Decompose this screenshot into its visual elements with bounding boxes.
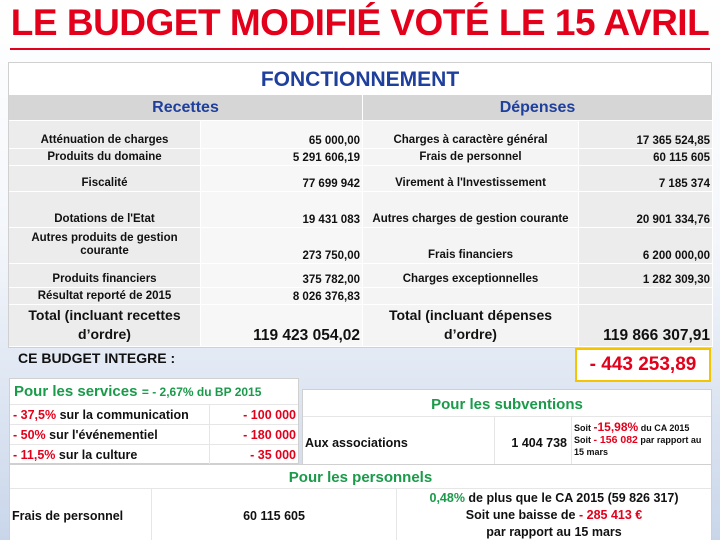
- subventions-label: Aux associations: [303, 417, 495, 468]
- recette-value: 77 699 942: [201, 166, 363, 192]
- services-row-pct: - 11,5%: [13, 448, 56, 462]
- recettes-header: Recettes: [9, 95, 363, 121]
- services-title-text: Pour les services: [14, 383, 138, 400]
- services-row-amount: - 180 000: [243, 428, 296, 442]
- services-title: [10, 379, 298, 404]
- services-row: [10, 444, 298, 464]
- total-depenses-label: Total (incluant dépenses d’ordre): [363, 305, 579, 347]
- subventions-note-pct: -15,98%: [593, 420, 639, 434]
- depense-value: 20 901 334,76: [579, 192, 713, 228]
- depense-label: [363, 288, 579, 305]
- services-row: [10, 404, 298, 424]
- recette-label: Résultat reporté de 2015: [9, 288, 201, 305]
- personnels-note-prefix: Soit une baisse de: [465, 508, 579, 522]
- depenses-header: Dépenses: [363, 95, 713, 121]
- services-row-label: sur l'événementiel: [45, 428, 158, 442]
- depense-label: Virement à l'Investissement: [363, 166, 579, 192]
- recette-label: Autres produits de gestion courante: [9, 228, 201, 264]
- subventions-note-amount: - 156 082: [593, 434, 638, 446]
- subventions-title: Pour les subventions: [431, 396, 583, 413]
- personnels-title: Pour les personnels: [288, 469, 433, 486]
- recette-value: 65 000,00: [201, 121, 363, 149]
- recette-label: Fiscalité: [9, 166, 201, 192]
- integre-label: CE BUDGET INTEGRE :: [18, 350, 176, 366]
- depense-label: Frais de personnel: [363, 149, 579, 166]
- personnels-note-line3: par rapport au 15 mars: [486, 525, 622, 539]
- services-box: [9, 378, 299, 464]
- recette-value: 375 782,00: [201, 264, 363, 288]
- subventions-note-suffix: du CA 2015: [638, 423, 690, 433]
- personnels-box: [9, 464, 712, 540]
- depense-label: Charges exceptionnelles: [363, 264, 579, 288]
- services-delta-suffix: du BP 2015: [193, 385, 262, 399]
- services-row-label: sur la communication: [56, 408, 189, 422]
- recette-label: Dotations de l'Etat: [9, 192, 201, 228]
- total-recettes-value: 119 423 054,02: [201, 305, 363, 347]
- recette-value: 19 431 083: [201, 192, 363, 228]
- deficit-value: - 443 253,89: [575, 348, 711, 382]
- total-recettes-label: Total (incluant recettes d’ordre): [9, 305, 201, 347]
- fonctionnement-table: [8, 62, 712, 348]
- personnels-note-amount: - 285 413 €: [578, 508, 643, 522]
- depense-label: Charges à caractère général: [363, 121, 579, 149]
- services-row: [10, 424, 298, 444]
- services-delta-prefix: =: [141, 385, 153, 399]
- recette-value: 8 026 376,83: [201, 288, 363, 305]
- personnels-note-pct: 0,48%: [429, 491, 465, 505]
- services-row-pct: - 37,5%: [13, 408, 57, 422]
- depense-value: 17 365 524,85: [579, 121, 713, 149]
- depense-value: 7 185 374: [579, 166, 713, 192]
- subventions-box: [302, 389, 712, 469]
- services-row-amount: - 100 000: [243, 408, 296, 422]
- subventions-note-prefix: Soit: [574, 435, 594, 445]
- services-row-amount: - 35 000: [250, 448, 296, 462]
- depense-label: Frais financiers: [363, 228, 579, 264]
- services-delta-value: - 2,67%: [152, 385, 194, 399]
- depense-value: [579, 288, 713, 305]
- recette-value: 5 291 606,19: [201, 149, 363, 166]
- subventions-amount: 1 404 738: [495, 417, 572, 468]
- recette-label: Atténuation de charges: [9, 121, 201, 149]
- depense-value: 1 282 309,30: [579, 264, 713, 288]
- depense-label: Autres charges de gestion courante: [363, 192, 579, 228]
- total-depenses-value: 119 866 307,91: [579, 305, 713, 347]
- fonctionnement-heading: FONCTIONNEMENT: [260, 68, 460, 91]
- subventions-note: [572, 417, 711, 468]
- fonctionnement-grid: [9, 95, 711, 347]
- personnels-amount: 60 115 605: [152, 489, 397, 540]
- personnels-note-suffix: de plus que le CA 2015 (59 826 317): [464, 491, 679, 505]
- personnels-label: Frais de personnel: [10, 489, 152, 540]
- subventions-note-prefix: Soit: [574, 423, 594, 433]
- page-title: LE BUDGET MODIFIÉ VOTÉ LE 15 AVRIL: [10, 2, 710, 43]
- personnels-row: [10, 488, 711, 540]
- services-row-pct: - 50%: [13, 428, 46, 442]
- subventions-row: [303, 416, 711, 468]
- subventions-note-suffix: par rapport au 15 mars: [574, 435, 702, 457]
- recette-label: Produits du domaine: [9, 149, 201, 166]
- depense-value: 60 115 605: [579, 149, 713, 166]
- personnels-note: [397, 489, 711, 540]
- services-row-label: sur la culture: [55, 448, 138, 462]
- recette-value: 273 750,00: [201, 228, 363, 264]
- title-underline: [10, 48, 710, 50]
- depense-value: 6 200 000,00: [579, 228, 713, 264]
- recette-label: Produits financiers: [9, 264, 201, 288]
